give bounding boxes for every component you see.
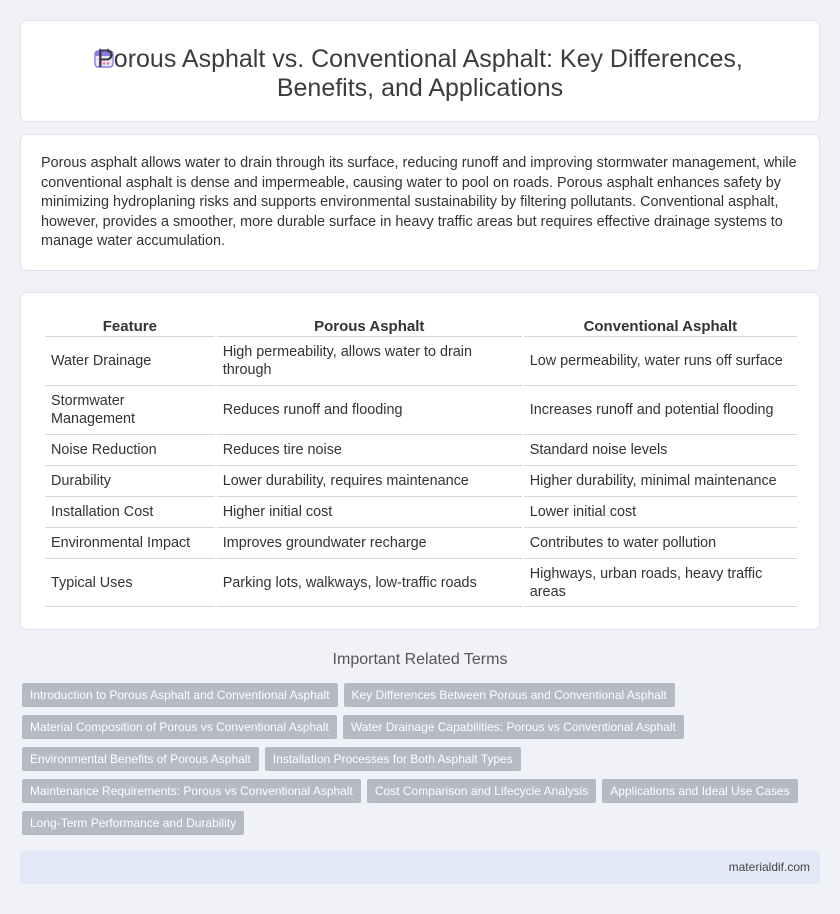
title-card bbox=[20, 20, 820, 122]
table-row bbox=[45, 337, 797, 386]
table-cell: Standard noise levels bbox=[524, 435, 797, 466]
related-term-tag[interactable]: Key Differences Between Porous and Conventional Asphalt bbox=[344, 683, 675, 707]
table-row bbox=[45, 528, 797, 559]
related-term-tag[interactable]: Cost Comparison and Lifecycle Analysis bbox=[367, 779, 596, 803]
table-cell: Lower durability, requires maintenance bbox=[217, 466, 522, 497]
table-cell: Durability bbox=[45, 466, 215, 497]
column-header-porous: Porous Asphalt bbox=[217, 315, 522, 337]
table-cell: Environmental Impact bbox=[45, 528, 215, 559]
related-terms-heading: Important Related Terms bbox=[332, 651, 508, 668]
table-cell: Higher initial cost bbox=[217, 497, 522, 528]
footer-site-link[interactable]: materialdif.com bbox=[728, 860, 810, 874]
footer bbox=[20, 850, 820, 884]
table-cell: Contributes to water pollution bbox=[524, 528, 797, 559]
intro-card bbox=[20, 134, 820, 271]
column-header-conventional: Conventional Asphalt bbox=[524, 315, 797, 337]
table-cell: Reduces runoff and flooding bbox=[217, 386, 522, 435]
comparison-table-card bbox=[20, 292, 820, 630]
table-row bbox=[45, 497, 797, 528]
related-term-tag[interactable]: Long-Term Performance and Durability bbox=[22, 811, 244, 835]
related-term-tag[interactable]: Introduction to Porous Asphalt and Conventional Asphalt bbox=[22, 683, 338, 707]
table-row bbox=[45, 386, 797, 435]
table-row bbox=[45, 466, 797, 497]
related-term-tag[interactable]: Installation Processes for Both Asphalt Types bbox=[265, 747, 521, 771]
column-header-feature: Feature bbox=[45, 315, 215, 337]
table-cell: Lower initial cost bbox=[524, 497, 797, 528]
table-row bbox=[45, 559, 797, 607]
table-cell: Improves groundwater recharge bbox=[217, 528, 522, 559]
table-row bbox=[45, 435, 797, 466]
table-cell: Low permeability, water runs off surface bbox=[524, 337, 797, 386]
related-term-tag[interactable]: Maintenance Requirements: Porous vs Conventional Asphalt bbox=[22, 779, 361, 803]
table-cell: High permeability, allows water to drain through bbox=[217, 337, 522, 386]
table-cell: Increases runoff and potential flooding bbox=[524, 386, 797, 435]
table-cell: Higher durability, minimal maintenance bbox=[524, 466, 797, 497]
related-term-tag[interactable]: Applications and Ideal Use Cases bbox=[602, 779, 797, 803]
table-header-row bbox=[45, 315, 797, 337]
table-cell: Installation Cost bbox=[45, 497, 215, 528]
table-cell: Water Drainage bbox=[45, 337, 215, 386]
table-cell: Reduces tire noise bbox=[217, 435, 522, 466]
table-cell: Typical Uses bbox=[45, 559, 215, 607]
page-title: Porous Asphalt vs. Conventional Asphalt: Key Differences, Benefits, and Applications bbox=[97, 45, 743, 102]
comparison-table bbox=[43, 315, 799, 607]
table-cell: Parking lots, walkways, low-traffic roads bbox=[217, 559, 522, 607]
related-term-tag[interactable]: Water Drainage Capabilities: Porous vs Conventional Asphalt bbox=[343, 715, 684, 739]
table-cell: Highways, urban roads, heavy traffic areas bbox=[524, 559, 797, 607]
intro-paragraph: Porous asphalt allows water to drain through its surface, reducing runoff and improving stormwater management, while conventional asphalt is dense and impermeable, causing water to pool on roads. Porous asphalt enhances safety by minimizing hydroplaning risks and supports environmental sustainability by filtering pollutants. Conventional asphalt, however, provides a smoother, more durable surface in heavy traffic areas but requires effective drainage systems to manage water accumulation. bbox=[41, 155, 797, 250]
related-terms-list bbox=[22, 683, 822, 843]
related-term-tag[interactable]: Material Composition of Porous vs Conventional Asphalt bbox=[22, 715, 337, 739]
related-term-tag[interactable]: Environmental Benefits of Porous Asphalt bbox=[22, 747, 259, 771]
table-cell: Noise Reduction bbox=[45, 435, 215, 466]
table-cell: Stormwater Management bbox=[45, 386, 215, 435]
